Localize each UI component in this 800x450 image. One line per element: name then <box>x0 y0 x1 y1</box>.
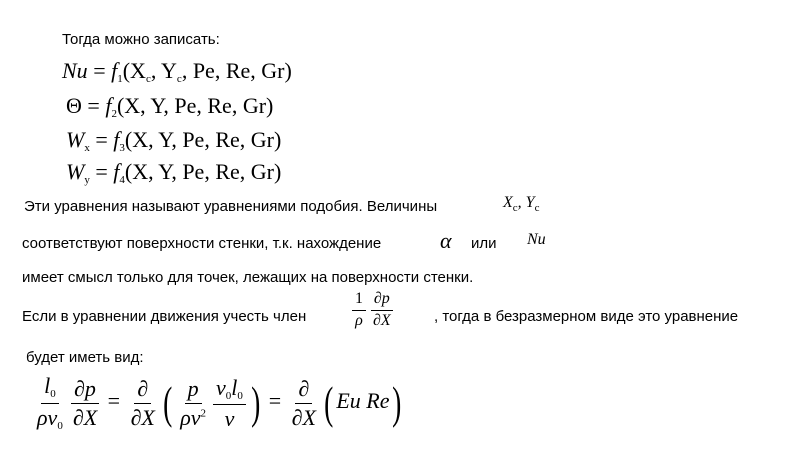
equation-nu: $Nu = f_1(X_c$, $Y_c$, Pe, Re, Gr) <box>62 58 292 85</box>
eq3-lhs: W <box>66 127 85 152</box>
eq3-lsub: x <box>84 142 90 154</box>
eq1-f: f <box>111 58 118 83</box>
eq3-f: f <box>113 127 120 152</box>
eq2-lhs: Θ <box>66 93 82 118</box>
eq3-sub: 3 <box>119 142 125 154</box>
nu-symbol: Nu <box>527 231 546 248</box>
eq4-args: (X, Y, Pe, Re, Gr) <box>124 159 282 184</box>
motion-term: $\frac{1}{\rho}$ $\frac{\partial p}{\partial X}$ <box>350 291 396 330</box>
eq2-f: f <box>105 93 112 118</box>
eq4-f: f <box>113 159 120 184</box>
eq4-sub: 4 <box>119 174 125 186</box>
motion-text: Если в уравнении движения учесть член <box>22 308 307 325</box>
eq2-args: (X, Y, Pe, Re, Gr) <box>116 93 274 118</box>
surface-text: соответствуют поверхности стенки, т.к. нахождение <box>22 235 382 252</box>
alpha-symbol: α <box>440 228 452 253</box>
eq1-lhs: Nu <box>62 58 88 83</box>
equation-theta: $\Theta = f_2(X$, Y, Pe, Re, Gr) <box>66 93 274 120</box>
final-equation: $\frac{l_0}{\rho v_0}$ $\frac{\partial p}{\partial X}$ = $\frac{\partial}{\partial X}$ ( $\frac{p}{\rho v^2}$ $\frac{v_0l_0}{\nu}$ ) = $\frac{\partial}{\partial X}$ ( Eu Re) <box>37 373 402 432</box>
eq1-c2: c <box>176 73 182 85</box>
equation-wx: $W_x = f_3(X$, Y, Pe, Re, Gr) <box>66 127 282 154</box>
similarity-text: Эти уравнения называют уравнениями подобия. Величины <box>24 198 438 215</box>
eq2-sub: 2 <box>111 108 117 120</box>
eq4-lsub: y <box>84 174 90 186</box>
dimensionless-text: , тогда в безразмерном виде это уравнение <box>434 308 739 325</box>
form-text: будет иметь вид: <box>26 349 144 366</box>
eq1-c1: c <box>145 73 151 85</box>
equation-wy: $W_y = f_4(X$, Y, Pe, Re, Gr) <box>66 159 282 186</box>
eq1-rest: , Pe, Re, Gr) <box>181 58 292 83</box>
eq4-lhs: W <box>66 159 85 184</box>
eq3-args: (X, Y, Pe, Re, Gr) <box>124 127 282 152</box>
intro-text: Тогда можно записать: <box>62 31 220 48</box>
eq1-mid: , Y <box>150 58 177 83</box>
meaning-text: имеет смысл только для точек, лежащих на поверхности стенки. <box>22 269 474 286</box>
eq1-sub: 1 <box>117 73 123 85</box>
or-text: или <box>471 235 497 252</box>
xc-yc-symbol: $X_c$, $Y_c$ <box>503 194 540 214</box>
eq1-args: (X <box>122 58 146 83</box>
